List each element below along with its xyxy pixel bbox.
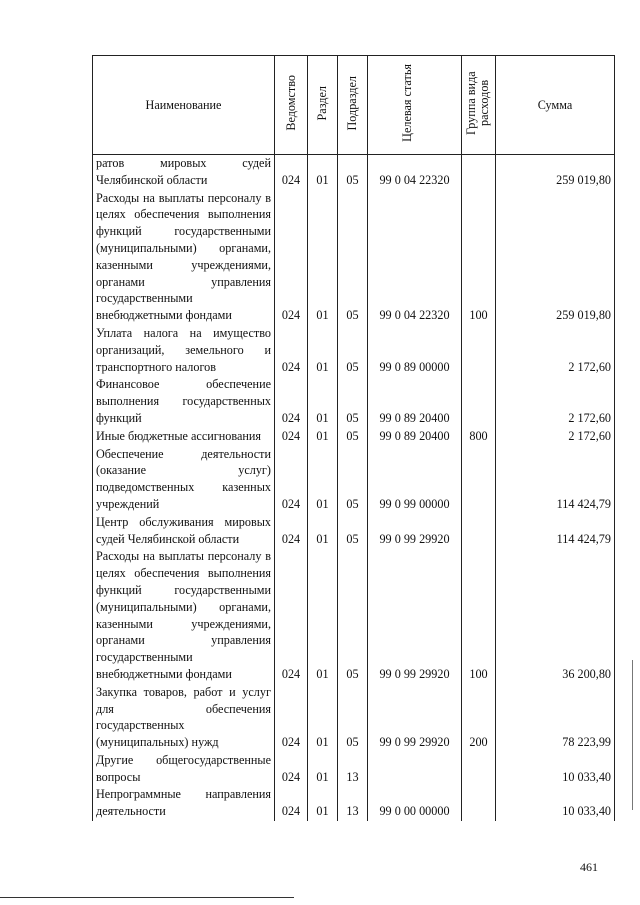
row-department: 024 xyxy=(275,446,308,514)
footer-rule xyxy=(0,897,294,898)
row-target-article: 99 0 99 29920 xyxy=(368,548,462,683)
header-name: Наименование xyxy=(93,56,275,155)
row-department: 024 xyxy=(275,752,308,787)
row-department: 024 xyxy=(275,428,308,446)
row-amount: 36 200,80 xyxy=(496,548,615,683)
header-department: Ведомство xyxy=(275,56,308,155)
row-target-article xyxy=(368,752,462,787)
row-expense-group xyxy=(462,376,496,427)
row-section: 01 xyxy=(308,752,338,787)
budget-table xyxy=(92,55,615,821)
row-section: 01 xyxy=(308,155,338,190)
row-department: 024 xyxy=(275,190,308,325)
row-expense-group xyxy=(462,786,496,821)
header-expense-group: Группа вида расходов xyxy=(462,56,496,155)
row-section: 01 xyxy=(308,514,338,549)
row-amount: 2 172,60 xyxy=(496,428,615,446)
row-subsection: 05 xyxy=(338,446,368,514)
row-section: 01 xyxy=(308,376,338,427)
row-name: Уплата налога на имущество организаций, земельного и транспортного налогов xyxy=(93,325,275,376)
header-section: Раздел xyxy=(308,56,338,155)
row-expense-group: 100 xyxy=(462,548,496,683)
row-amount: 114 424,79 xyxy=(496,514,615,549)
row-section: 01 xyxy=(308,684,338,752)
row-expense-group xyxy=(462,446,496,514)
row-name: Расходы на выплаты персоналу в целях обеспечения выполнения функций государственными (муниципальными) органами, казенными учреждениями, органами управления государственными внебюджетными фондами xyxy=(93,190,275,325)
row-target-article: 99 0 04 22320 xyxy=(368,155,462,190)
header-amount: Сумма xyxy=(496,56,615,155)
row-name: Обеспечение деятельности (оказание услуг) подведомственных казенных учреждений xyxy=(93,446,275,514)
row-target-article: 99 0 99 29920 xyxy=(368,514,462,549)
row-name: ратов мировых судей Челябинской области xyxy=(93,155,275,190)
row-amount: 78 223,99 xyxy=(496,684,615,752)
row-section: 01 xyxy=(308,446,338,514)
row-expense-group: 100 xyxy=(462,190,496,325)
row-subsection: 13 xyxy=(338,786,368,821)
row-subsection: 05 xyxy=(338,548,368,683)
row-expense-group: 800 xyxy=(462,428,496,446)
row-amount: 10 033,40 xyxy=(496,786,615,821)
row-amount: 259 019,80 xyxy=(496,155,615,190)
row-department: 024 xyxy=(275,684,308,752)
table-row xyxy=(93,325,615,376)
row-name: Иные бюджетные ассигнования xyxy=(93,428,275,446)
table-row xyxy=(93,514,615,549)
header-subsection: Подраздел xyxy=(338,56,368,155)
row-amount: 10 033,40 xyxy=(496,752,615,787)
row-amount: 2 172,60 xyxy=(496,325,615,376)
row-section: 01 xyxy=(308,190,338,325)
row-target-article: 99 0 04 22320 xyxy=(368,190,462,325)
row-target-article: 99 0 89 20400 xyxy=(368,428,462,446)
table-row xyxy=(93,684,615,752)
row-expense-group xyxy=(462,752,496,787)
row-department: 024 xyxy=(275,786,308,821)
row-target-article: 99 0 89 00000 xyxy=(368,325,462,376)
page-number: 461 xyxy=(580,860,598,874)
row-subsection: 05 xyxy=(338,514,368,549)
table-row xyxy=(93,548,615,683)
row-target-article: 99 0 99 29920 xyxy=(368,684,462,752)
table-header-row xyxy=(93,56,615,155)
row-subsection: 05 xyxy=(338,190,368,325)
row-expense-group xyxy=(462,325,496,376)
row-subsection: 05 xyxy=(338,376,368,427)
row-subsection: 13 xyxy=(338,752,368,787)
table-row xyxy=(93,786,615,821)
row-amount: 259 019,80 xyxy=(496,190,615,325)
edge-rule xyxy=(632,660,633,810)
row-section: 01 xyxy=(308,325,338,376)
table-row xyxy=(93,376,615,427)
row-subsection: 05 xyxy=(338,428,368,446)
row-department: 024 xyxy=(275,325,308,376)
table-row xyxy=(93,752,615,787)
row-department: 024 xyxy=(275,514,308,549)
table-row xyxy=(93,428,615,446)
row-name: Другие общегосударственные вопросы xyxy=(93,752,275,787)
row-expense-group: 200 xyxy=(462,684,496,752)
row-target-article: 99 0 00 00000 xyxy=(368,786,462,821)
row-section: 01 xyxy=(308,548,338,683)
row-department: 024 xyxy=(275,548,308,683)
row-name: Расходы на выплаты персоналу в целях обеспечения выполнения функций государственными (муниципальными) органами, казенными учреждениями, органами управления государственными внебюджетными фондами xyxy=(93,548,275,683)
row-department: 024 xyxy=(275,155,308,190)
row-section: 01 xyxy=(308,428,338,446)
row-section: 01 xyxy=(308,786,338,821)
row-amount: 114 424,79 xyxy=(496,446,615,514)
row-expense-group xyxy=(462,155,496,190)
row-name: Финансовое обеспечение выполнения государственных функций xyxy=(93,376,275,427)
table-body xyxy=(93,155,615,822)
row-subsection: 05 xyxy=(338,684,368,752)
row-name: Закупка товаров, работ и услуг для обеспечения государственных (муниципальных) нужд xyxy=(93,684,275,752)
header-target-article: Целевая статья xyxy=(368,56,462,155)
row-subsection: 05 xyxy=(338,155,368,190)
table-row xyxy=(93,155,615,190)
row-department: 024 xyxy=(275,376,308,427)
row-name: Непрограммные направления деятельности xyxy=(93,786,275,821)
table-row xyxy=(93,446,615,514)
row-amount: 2 172,60 xyxy=(496,376,615,427)
table-row xyxy=(93,190,615,325)
row-expense-group xyxy=(462,514,496,549)
row-name: Центр обслуживания мировых судей Челябинской области xyxy=(93,514,275,549)
row-target-article: 99 0 99 00000 xyxy=(368,446,462,514)
row-target-article: 99 0 89 20400 xyxy=(368,376,462,427)
row-subsection: 05 xyxy=(338,325,368,376)
